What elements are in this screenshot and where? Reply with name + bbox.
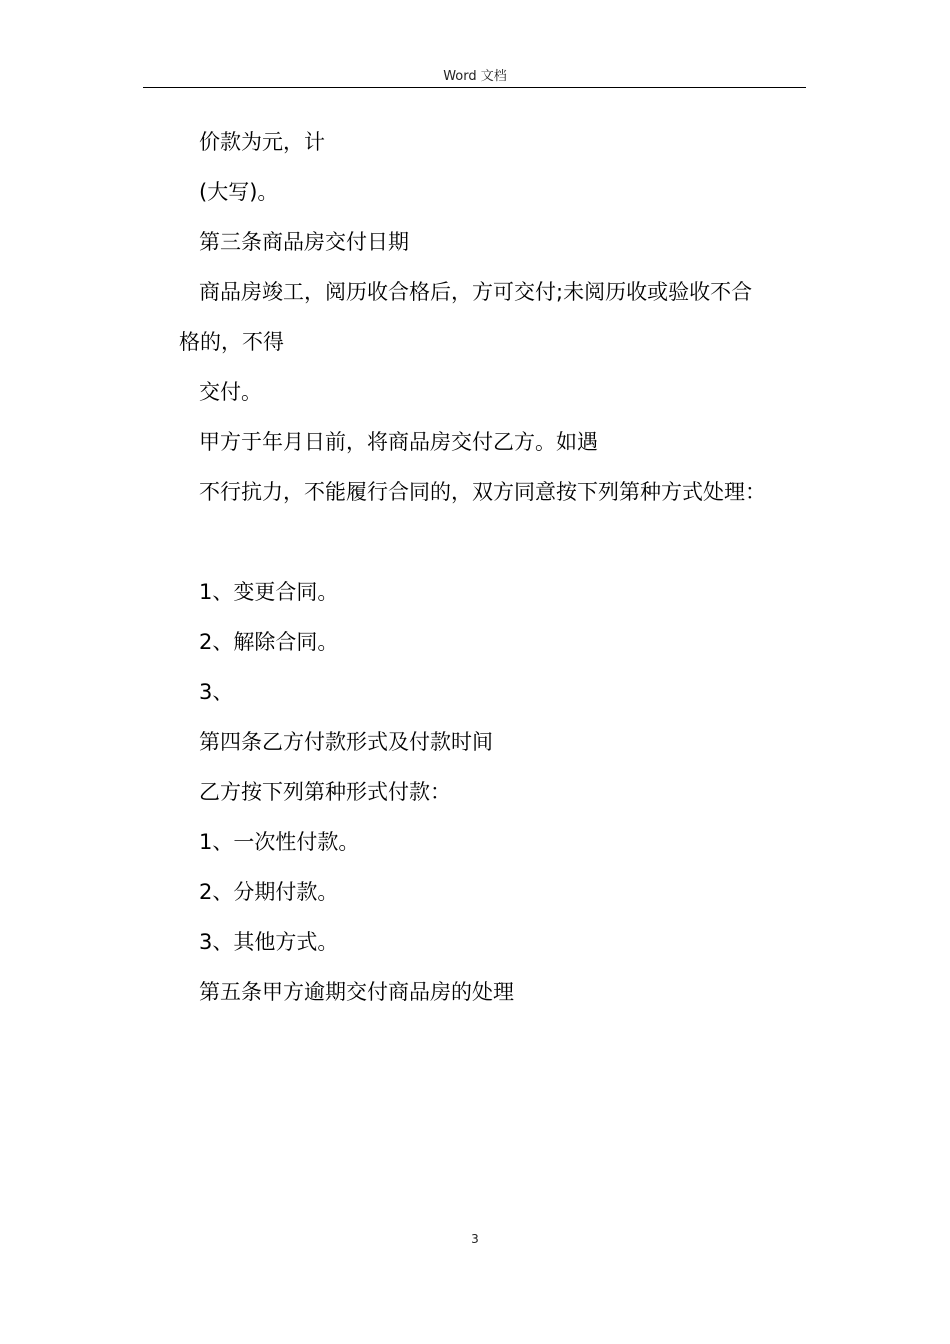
list-item: 2、解除合同。 xyxy=(199,630,339,654)
list-item: 1、一次性付款。 xyxy=(199,830,360,854)
paragraph: 乙方按下列第种形式付款： xyxy=(199,780,451,804)
paragraph: 价款为元，计 xyxy=(199,130,325,154)
list-item: 3、 xyxy=(199,680,234,704)
document-body xyxy=(179,130,799,1030)
paragraph: 不行抗力，不能履行合同的，双方同意按下列第种方式处理： xyxy=(199,480,766,504)
list-item: 2、分期付款。 xyxy=(199,880,339,904)
paragraph-continuation: 格的，不得 xyxy=(179,330,284,354)
list-item: 1、变更合同。 xyxy=(199,580,339,604)
section-heading: 第四条乙方付款形式及付款时间 xyxy=(199,730,493,754)
paragraph: 商品房竣工，阅历收合格后，方可交付;未阅历收或验收不合 xyxy=(199,280,753,304)
paragraph: (大写)。 xyxy=(199,180,279,204)
blank-line xyxy=(179,530,799,554)
paragraph: 交付。 xyxy=(199,380,262,404)
page-number: 3 xyxy=(471,1232,479,1246)
paragraph: 甲方于年月日前，将商品房交付乙方。如遇 xyxy=(199,430,598,454)
section-heading: 第三条商品房交付日期 xyxy=(199,230,409,254)
list-item: 3、其他方式。 xyxy=(199,930,339,954)
section-heading: 第五条甲方逾期交付商品房的处理 xyxy=(199,980,514,1004)
header-title: Word 文档 xyxy=(443,69,507,84)
header-divider xyxy=(143,87,806,88)
